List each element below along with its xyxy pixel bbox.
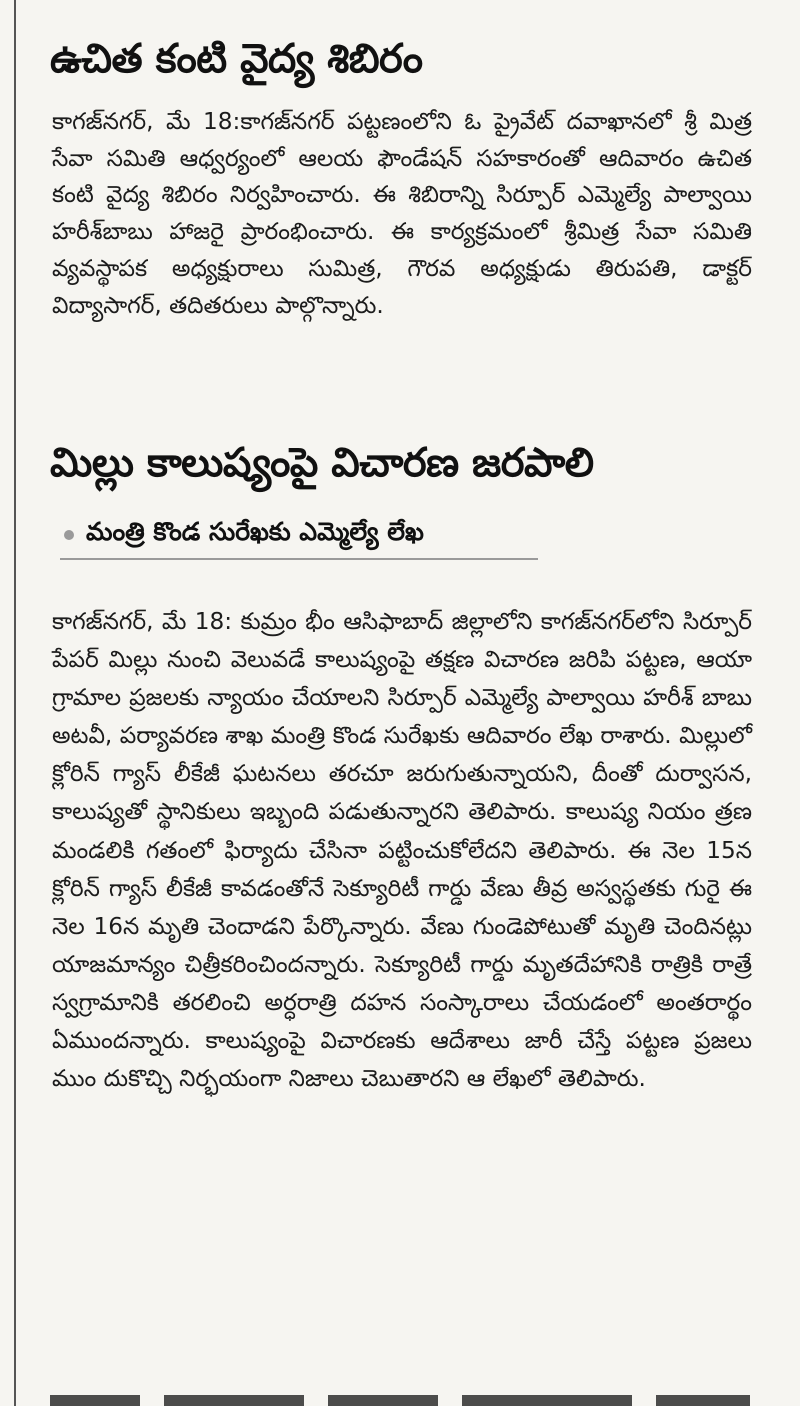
article-1-body: కాగజ్‌నగర్, మే 18:కాగజ్‌నగర్ పట్టణంలోని ఓ ప్రైవేట్ దవాఖానలో శ్రీ మిత్ర సేవా సమితి ఆధ్వర్యంలో ఆలయ ఫౌండేషన్ సహకారంతో ఆదివారం ఉచిత కంటి వైద్య శిబిరం నిర్వహించారు. ఈ శిబిరాన్ని సిర్పూర్ ఎమ్మెల్యే పాల్వాయి హరీశ్‌బాబు హాజరై ప్రారంభించారు. ఈ కార్యక్రమంలో శ్రీమిత్ర సేవా సమితి వ్యవస్థాపక అధ్యక్షురాలు సుమిత్ర, గౌరవ అధ్యక్షుడు తిరుపతి, డాక్టర్ విద్యాసాగర్, తదితరులు పాల్గొన్నారు. — [52, 108, 752, 319]
column-rule — [14, 0, 16, 1406]
bullet-icon — [64, 530, 74, 540]
next-article-cut-off-headline — [50, 1385, 750, 1406]
article-1-headline: ఉచిత కంటి వైద్య శిబిరం — [50, 36, 423, 82]
article-2-body: కాగజ్‌నగర్, మే 18: కుమ్రం భీం ఆసిఫాబాద్ జిల్లాలోని కాగజ్‌నగర్‌లోని సిర్పూర్ పేపర్ మిల్లు నుంచి వెలువడే కాలుష్యంపై తక్షణ విచారణ జరిపి పట్టణ, ఆయా గ్రామాల ప్రజలకు న్యాయం చేయాలని సిర్పూర్ ఎమ్మెల్యే పాల్వాయి హరీశ్ బాబు అటవీ, పర్యావరణ శాఖ మంత్రి కొండ సురేఖకు ఆదివారం లేఖ రాశారు. మిల్లులో క్లోరిన్ గ్యాస్ లీకేజీ ఘటనలు తరచూ జరుగుతున్నాయని, దీంతో దుర్వాసన, కాలుష్యతో స్థానికులు ఇబ్బంది పడుతున్నారని తెలిపారు. కాలుష్య నియం త్రణ మండలికి గతంలో ఫిర్యాదు చేసినా పట్టించుకోలేదని తెలిపారు. ఈ నెల 15న క్లోరిన్ గ్యాస్ లీకేజీ కావడంతోనే సెక్యూరిటీ గార్డు వేణు తీవ్ర అస్వస్థతకు గురై ఈ నెల 16న మృతి చెందాడని పేర్కొన్నారు. వేణు గుండెపోటుతో మృతి చెందినట్లు యాజమాన్యం చిత్రీకరించిందన్నారు. సెక్యూరిటీ గార్డు మృతదేహానికి రాత్రికి రాత్రే స్వగ్రామానికి తరలించి అర్ధరాత్రి దహన సంస్కారాలు చేయడంలో అంతరార్థం ఏముందన్నారు. కాలుష్యంపై విచారణకు ఆదేశాలు జారీ చేస్తే పట్టణ ప్రజలు ముం దుకొచ్చి నిర్భయంగా నిజాలు చెబుతారని ఆ లేఖలో తెలిపారు. — [52, 608, 752, 1093]
previous-article-cut-off-text — [50, 0, 770, 12]
article-2-headline: మిల్లు కాలుష్యంపై విచారణ జరపాలి — [50, 440, 594, 486]
article-2-subheading-text: మంత్రి కొండ సురేఖకు ఎమ్మెల్యే లేఖ — [86, 517, 424, 546]
article-2-subheading — [60, 512, 538, 560]
